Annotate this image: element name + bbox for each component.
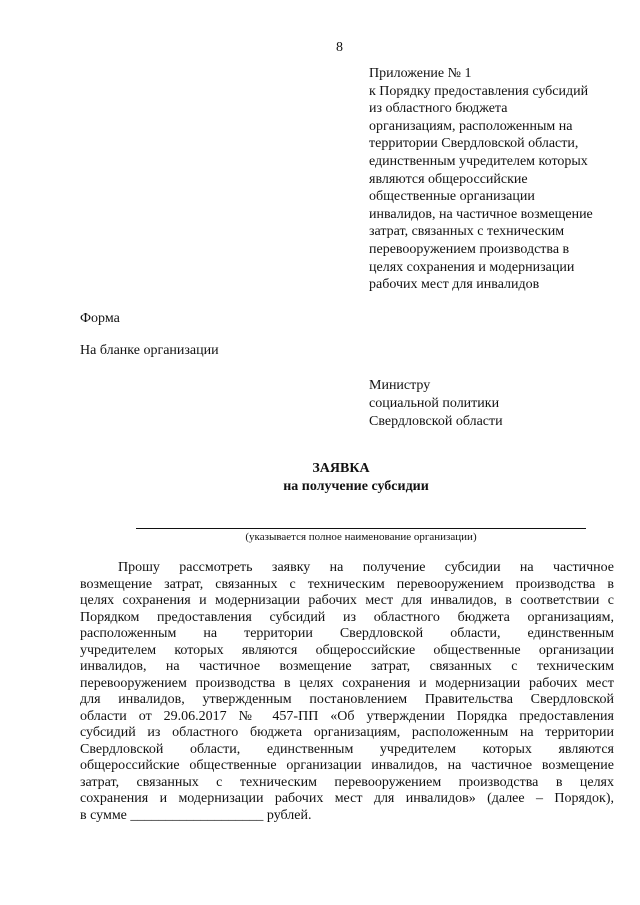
appendix-line: из областного бюджета (369, 101, 508, 117)
appendix-line: целях сохранения и модернизации (369, 259, 575, 275)
body-line: общероссийские общественные организации инвалидов, на частичное возмещение (80, 758, 614, 773)
body-line: инвалидов, на частичное возмещение затрат, связанных с техническим (80, 659, 614, 674)
appendix-line: инвалидов, на частичное возмещение (369, 206, 593, 222)
form-label: Форма (80, 311, 120, 326)
appendix-line: к Порядку предоставления субсидий (369, 83, 589, 99)
appendix-line: являются общероссийские (369, 171, 528, 187)
title-sub: на получение субсидии (283, 479, 429, 494)
body-line: Порядком предоставления субсидий из областного бюджета организациям, (80, 609, 614, 625)
body-line: Свердловской области, единственным учредителем которых являются (80, 741, 614, 757)
appendix-line: общественные организации (369, 189, 535, 205)
application-body (80, 560, 614, 824)
body-line: области от 29.06.2017 № 457-ПП «Об утверждении Порядка предоставления (80, 708, 614, 724)
appendix-line: организациям, расположенным на (369, 118, 573, 134)
page-number: 8 (336, 40, 343, 55)
appendix-line: затрат, связанных с техническим (369, 224, 565, 240)
body-line: для инвалидов, утвержденным постановлением Правительства Свердловской (80, 692, 614, 707)
appendix-line: перевооружением производства в (369, 241, 570, 257)
organization-name-line (136, 528, 586, 529)
body-line: возмещение затрат, связанных с техническим перевооружением производства в (80, 576, 614, 592)
body-line: Прошу рассмотреть заявку на получение субсидии на частичное (118, 560, 614, 575)
addressee-line: Свердловской области (369, 414, 503, 429)
title-main: ЗАЯВКА (312, 461, 370, 476)
appendix-line: рабочих мест для инвалидов (369, 277, 540, 293)
body-line: затрат, связанных с техническим перевооружением производства в целях (80, 774, 614, 790)
appendix-line: единственным учредителем которых (369, 153, 588, 169)
body-line: сохранения и модернизации рабочих мест для инвалидов» (далее – Порядок), (80, 791, 614, 806)
addressee-line: социальной политики (369, 396, 500, 411)
body-line: целях сохранения и модернизации рабочих мест для инвалидов, в соответствии с (80, 593, 614, 608)
body-line: расположенным на территории Свердловской области, единственным (80, 626, 614, 641)
addressee-block (369, 377, 503, 431)
body-line: субсидий из областного бюджета организациям, расположенным на территории (80, 725, 614, 740)
addressee-line: Министру (369, 378, 431, 393)
organization-name-caption: (указывается полное наименование организации) (245, 531, 477, 543)
body-line: учредителем которых являются общероссийские общественные организации (80, 642, 614, 658)
appendix-header (369, 65, 619, 294)
document-title (0, 460, 640, 496)
body-line: перевооружением производства в целях сохранения и модернизации рабочих мест (80, 675, 614, 691)
letterhead-note: На бланке организации (80, 343, 219, 358)
appendix-line: Приложение № 1 (369, 66, 472, 81)
body-line-amount: в сумме ___________________ рублей. (80, 807, 312, 823)
appendix-line: территории Свердловской области, (369, 136, 579, 152)
